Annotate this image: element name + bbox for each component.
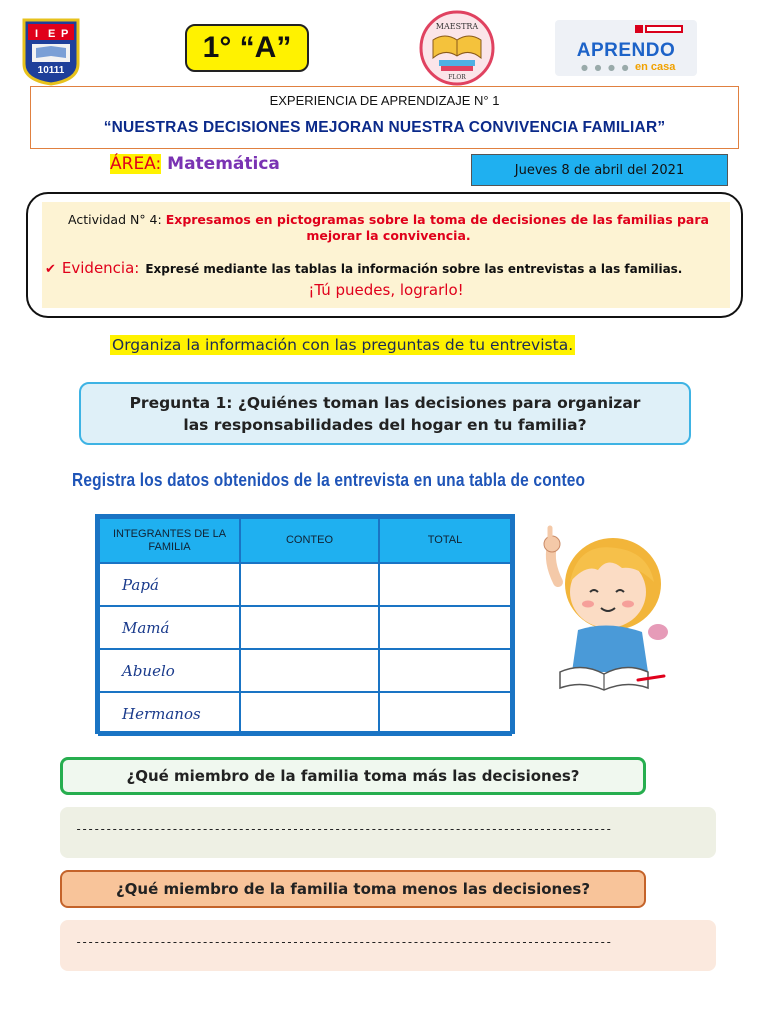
- table-row: [99, 692, 511, 735]
- maestra-book-logo: [415, 10, 499, 86]
- count-cell[interactable]: [240, 649, 379, 692]
- aprendo-sub-text: en casa: [635, 61, 676, 73]
- evidence-text: Expresé mediante las tablas la información sobre las entrevistas a las familias.: [145, 262, 683, 276]
- question-3-answer-area[interactable]: [60, 920, 716, 971]
- table-row: [99, 649, 511, 692]
- peru-flag-icon: [635, 25, 683, 33]
- question-3-answer-line: -----------------------------------------------------------------------------------------: [75, 935, 612, 949]
- activity-text: Expresamos en pictogramas sobre la toma de decisiones de las familias para mejorar la convivencia.: [165, 212, 709, 243]
- total-cell[interactable]: [379, 563, 511, 606]
- question-2-answer-line: -----------------------------------------------------------------------------------------: [75, 822, 612, 836]
- member-cell: Mamá: [99, 606, 240, 649]
- activity-box: [26, 192, 743, 318]
- area-value: Matemática: [167, 154, 280, 174]
- evidence-label: Evidencia:: [61, 259, 140, 277]
- aprendo-en-casa-logo: [555, 20, 697, 76]
- member-cell: Abuelo: [99, 649, 240, 692]
- maestra-top-text: MAESTRA: [435, 22, 479, 31]
- aprendo-main-text: APRENDO: [576, 40, 676, 61]
- header-total: TOTAL: [379, 518, 511, 563]
- tally-table: [95, 514, 515, 734]
- instruction-text: Organiza la información con las preguntas de tu entrevista.: [112, 336, 574, 354]
- activity-inner-panel: [42, 202, 730, 308]
- experience-label: EXPERIENCIA DE APRENDIZAJE N° 1: [269, 93, 500, 108]
- shield-letter-p: P: [61, 28, 69, 40]
- date-box: Jueves 8 de abril del 2021: [471, 154, 728, 186]
- kid-reading-illustration: [538, 512, 668, 692]
- experience-title-box: [30, 86, 739, 149]
- question-2-answer-area[interactable]: [60, 807, 716, 858]
- school-shield-icon: [22, 18, 80, 86]
- table-row: [99, 563, 511, 606]
- question-2-box: ¿Qué miembro de la familia toma más las decisiones?: [60, 757, 646, 795]
- table-header-row: [99, 518, 511, 563]
- table-row: [99, 606, 511, 649]
- check-icon: ✔: [45, 262, 56, 277]
- total-cell[interactable]: [379, 606, 511, 649]
- member-cell: Papá: [99, 563, 240, 606]
- total-cell[interactable]: [379, 692, 511, 735]
- activity-line: [51, 212, 726, 244]
- header-members: INTEGRANTES DE LA FAMILIA: [99, 518, 240, 563]
- register-heading: Registra los datos obtenidos de la entrevista en una tabla de conteo: [72, 470, 586, 490]
- shield-letter-e: E: [48, 28, 56, 40]
- activity-label: Actividad N° 4:: [68, 212, 162, 227]
- header-count: CONTEO: [240, 518, 379, 563]
- question-1-box: Pregunta 1: ¿Quiénes toman las decisiones para organizar las responsabilidades del hogar en tu familia?: [79, 382, 691, 445]
- question-3-box: ¿Qué miembro de la familia toma menos las decisiones?: [60, 870, 646, 908]
- total-cell[interactable]: [379, 649, 511, 692]
- area-label: ÁREA:: [110, 154, 162, 174]
- count-cell[interactable]: [240, 692, 379, 735]
- encouragement-text: ¡Tú puedes, lograrlo!: [308, 281, 464, 299]
- experience-title: “NUESTRAS DECISIONES MEJORAN NUESTRA CONVIVENCIA FAMILIAR”: [103, 119, 666, 136]
- member-cell: Hermanos: [99, 692, 240, 735]
- aprendo-dots-decoration: ● ● ● ●: [581, 63, 631, 72]
- school-code: 10111: [37, 65, 65, 76]
- area-line: [110, 154, 280, 174]
- count-cell[interactable]: [240, 563, 379, 606]
- count-cell[interactable]: [240, 606, 379, 649]
- evidence-line: [42, 259, 730, 277]
- grade-badge: 1° “A”: [185, 24, 309, 72]
- shield-letter-i: I: [35, 28, 39, 40]
- maestra-bottom-text: FLOR: [448, 74, 466, 81]
